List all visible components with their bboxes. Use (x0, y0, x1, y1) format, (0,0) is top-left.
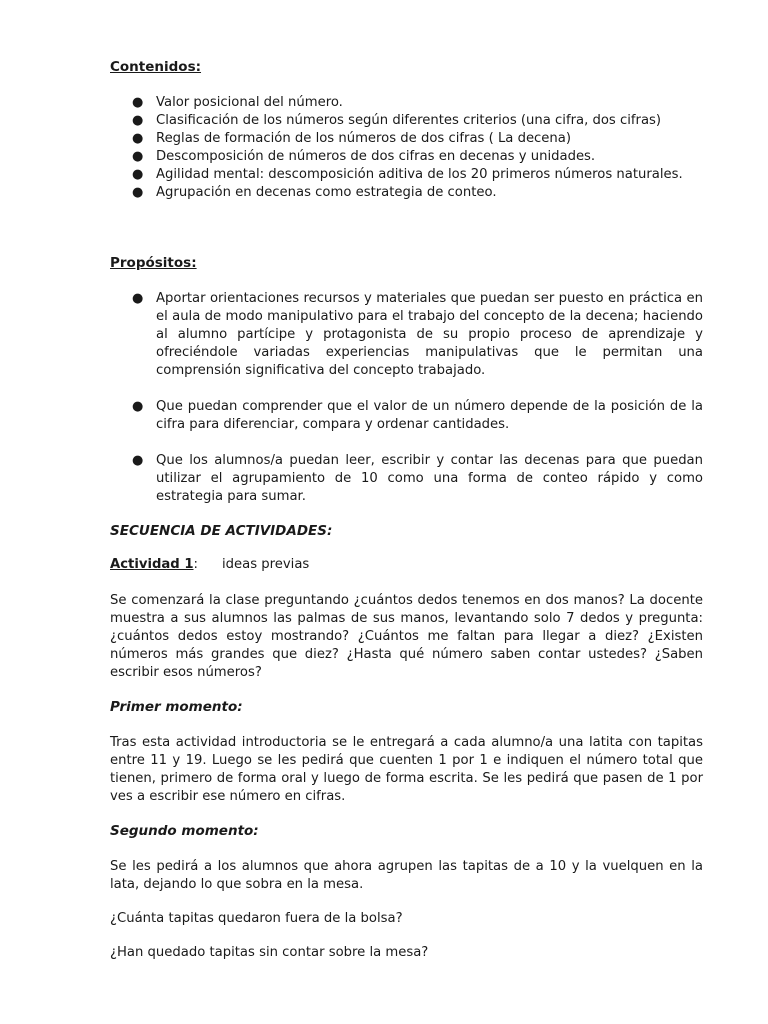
actividad-description: ideas previas (221, 557, 310, 572)
question-1: ¿Cuánta tapitas quedaron fuera de la bolsa? (110, 911, 403, 926)
contenidos-heading: Contenidos: (110, 59, 202, 75)
bullet-icon: ● (132, 291, 144, 306)
bullet-icon: ● (132, 453, 144, 468)
list-item: ● Reglas de formación de los números de dos cifras ( La decena) (132, 131, 571, 146)
propositos-heading: Propósitos: (110, 255, 197, 271)
propositos-list (110, 290, 703, 506)
segundo-momento-heading: Segundo momento: (110, 823, 259, 839)
bullet-icon: ● (132, 95, 144, 110)
list-item: ● Valor posicional del número. (132, 95, 343, 110)
bullet-icon: ● (132, 185, 144, 200)
primer-momento-paragraph: Tras esta actividad introductoria se le entregará a cada alumno/a una latita con tapitas entre 11 y 19. Luego se les pedirá que cuenten 1 por 1 e indiquen el número total que tienen, primero de forma oral y luego de forma escrita. Se les pedirá que pasen de 1 por ves a escribir ese número en cifras. (110, 735, 703, 804)
bullet-icon: ● (132, 131, 144, 146)
list-item: ● Clasificación de los números según diferentes criterios (una cifra, dos cifras) (132, 113, 662, 128)
intro-paragraph: Se comenzará la clase preguntando ¿cuántos dedos tenemos en dos manos? La docente muestra a sus alumnos las palmas de sus manos, levantando solo 7 dedos y pregunta: ¿cuántos dedos estoy mostrando? ¿Cuántos me faltan para llegar a diez? ¿Existen números más grandes que diez? ¿Hasta qué número saben contar ustedes? ¿Saben escribir esos números? (110, 593, 703, 680)
document-page (110, 58, 703, 962)
bullet-icon: ● (132, 113, 144, 128)
actividad-colon: : (193, 557, 198, 572)
list-item: ● Que los alumnos/a puedan leer, escribir y contar las decenas para que puedan utilizar el agrupamiento de 10 como una forma de conteo rápido y como estrategia para sumar. (132, 453, 703, 504)
secuencia-heading: SECUENCIA DE ACTIVIDADES: (110, 523, 333, 539)
bullet-icon: ● (132, 149, 144, 164)
segundo-momento-paragraph: Se les pedirá a los alumnos que ahora agrupen las tapitas de a 10 y la vuelquen en la lata, dejando lo que sobra en la mesa. (110, 859, 703, 892)
list-item: ● Agilidad mental: descomposición aditiva de los 20 primeros números naturales. (132, 167, 683, 182)
bullet-icon: ● (132, 399, 144, 414)
bullet-icon: ● (132, 167, 144, 182)
list-item: ● Agrupación en decenas como estrategia de conteo. (132, 185, 497, 200)
actividad-line (110, 556, 703, 574)
list-item: ● Descomposición de números de dos cifras en decenas y unidades. (132, 149, 596, 164)
primer-momento-heading: Primer momento: (110, 699, 243, 715)
actividad-title: Actividad 1 (110, 557, 194, 572)
list-item: ● Que puedan comprender que el valor de un número depende de la posición de la cifra para diferenciar, compara y ordenar cantidades. (132, 399, 703, 432)
question-2: ¿Han quedado tapitas sin contar sobre la mesa? (110, 945, 429, 960)
list-item: ● Aportar orientaciones recursos y materiales que puedan ser puesto en práctica en el aula de modo manipulativo para el trabajo del concepto de la decena; haciendo al alumno partícipe y protagonista de su propio proceso de aprendizaje y ofreciéndole variadas experiencias manipulativas que le permitan una comprensión significativa del concepto trabajado. (132, 291, 703, 378)
contenidos-list (110, 94, 703, 202)
